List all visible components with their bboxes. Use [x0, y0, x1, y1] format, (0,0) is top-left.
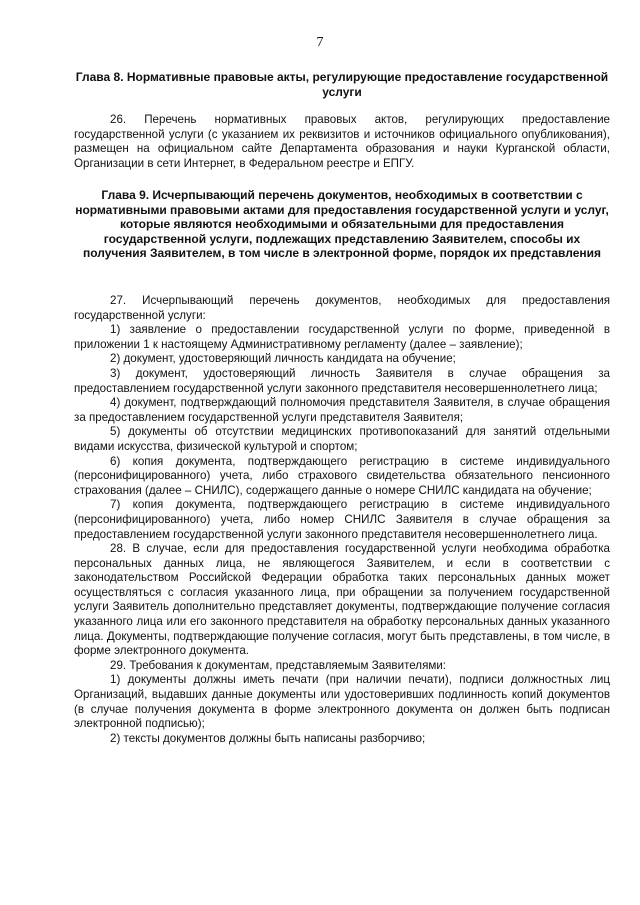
list-item: 1) заявление о предоставлении государственной услуги по форме, приведенной в приложении 1 к настоящему Административному регламенту (далее – заявление);: [74, 323, 610, 351]
list-item: 4) документ, подтверждающий полномочия представителя Заявителя, в случае обращения за предоставлением государственной услуги представителя Заявителя;: [74, 396, 610, 424]
paragraph-28: 28. В случае, если для предоставления государственной услуги необходима обработка персональных данных лица, не являющегося Заявителем, и если в соответствии с законодательством Российской Федерации обработка таких персональных данных может осуществляться с согласия указанного лица, при обращении за получением государственной услуги Заявитель дополнительно представляет документы, подтверждающие получение согласия указанного лица или его законного представителя на обработку персональных данных указанного лица. Документы, подтверждающие получение согласия, могут быть представлены, в том числе, в форме электронного документа.: [74, 542, 610, 658]
paragraph-26: 26. Перечень нормативных правовых актов, регулирующих предоставление государственной услуги (с указанием их реквизитов и источников официального опубликования), размещен на официальном сайте Департамента образования и науки Курганской области, Организации в сети Интернет, в Федеральном реестре и ЕПГУ.: [74, 113, 610, 170]
list-item: 7) копия документа, подтверждающего регистрацию в системе индивидуального (персонифицированного) учета, либо номер СНИЛС Заявителя в случае обращения за предоставлением государственной услуги законного представителя несовершеннолетнего лица.: [74, 498, 610, 541]
chapter-9-title: Глава 9. Исчерпывающий перечень документов, необходимых в соответствии с нормативными правовыми актами для предоставления государственной услуги и услуг, которые являются необходимыми и обязательными для предоставления государственной услуги, подлежащих представлению Заявителем, способы их получения Заявителем, в том числе в электронной форме, порядок их представления: [75, 188, 609, 260]
list-item: 5) документы об отсутствии медицинских противопоказаний для занятий отдельными видами искусства, физической культурой и спортом;: [74, 425, 610, 453]
chapter-8-body: [74, 113, 610, 171]
paragraph-27: 27. Исчерпывающий перечень документов, необходимых для предоставления государственной услуги:: [74, 294, 610, 322]
paragraph-29: 29. Требования к документам, представляемым Заявителями:: [110, 658, 447, 672]
chapter-8-title: Глава 8. Нормативные правовые акты, регулирующие предоставление государственной услуги: [75, 70, 609, 99]
chapter-9-body: [74, 294, 610, 746]
list-item: 2) тексты документов должны быть написаны разборчиво;: [110, 731, 426, 745]
page-number: 7: [316, 35, 324, 50]
list-item: 3) документ, удостоверяющий личность Заявителя в случае обращения за предоставлением государственной услуги законного представителя несовершеннолетнего лица;: [74, 366, 610, 395]
list-item: 2) документ, удостоверяющий личность кандидата на обучение;: [110, 352, 456, 366]
list-item: 6) копия документа, подтверждающего регистрацию в системе индивидуального (персонифицированного) учета, либо страхового свидетельства обязательного пенсионного страхования (далее – СНИЛС), содержащего данные о номере СНИЛС кандидата на обучение;: [74, 454, 610, 497]
list-item: 1) документы должны иметь печати (при наличии печати), подписи должностных лиц Организаций, выдавших данные документы или удостоверивших подлинность копий документов (в случае получения документа в форме электронного документа он должен быть подписан электронной подписью);: [74, 673, 610, 731]
